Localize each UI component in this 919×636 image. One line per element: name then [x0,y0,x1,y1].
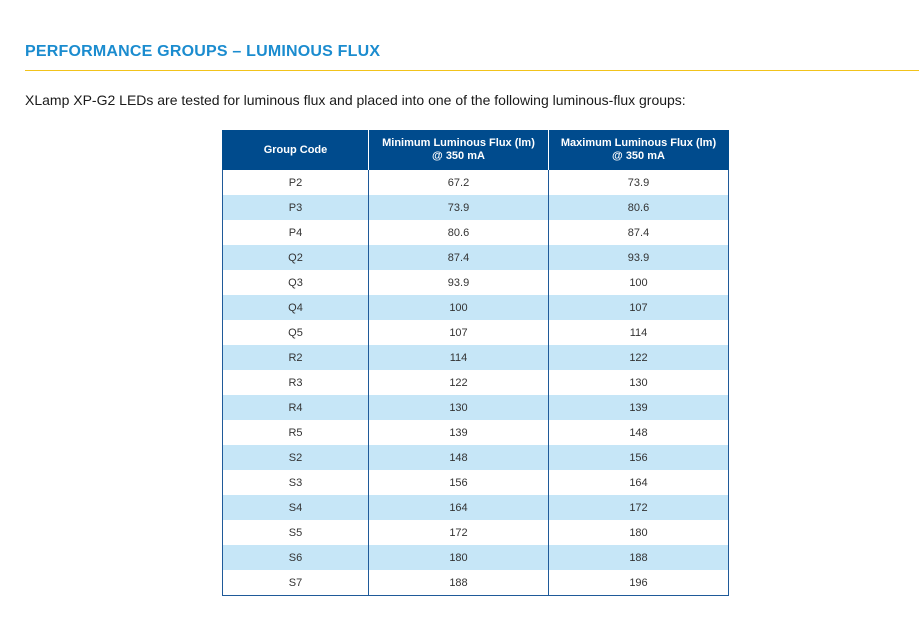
min-flux-cell: 172 [369,520,549,545]
min-flux-cell: 73.9 [369,195,549,220]
table-row [223,220,729,245]
min-flux-cell: 130 [369,395,549,420]
group-code-cell: Q2 [223,245,369,270]
max-flux-cell: 188 [549,545,729,570]
max-flux-cell: 139 [549,395,729,420]
table-row [223,370,729,395]
header-max-flux-line2: @ 350 mA [612,150,665,162]
header-max-flux-line1: Maximum Luminous Flux (lm) [560,137,717,149]
min-flux-cell: 188 [369,570,549,596]
title-underline [25,70,919,71]
max-flux-cell: 80.6 [549,195,729,220]
max-flux-cell: 100 [549,270,729,295]
group-code-cell: P3 [223,195,369,220]
table-row [223,520,729,545]
header-max-flux [549,130,729,170]
group-code-cell: S5 [223,520,369,545]
min-flux-cell: 107 [369,320,549,345]
intro-paragraph: XLamp XP-G2 LEDs are tested for luminous flux and placed into one of the following luminous-flux groups: [25,92,686,108]
table-row [223,495,729,520]
table-row [223,470,729,495]
table-body [223,170,729,596]
table-row [223,395,729,420]
table-row [223,420,729,445]
max-flux-cell: 156 [549,445,729,470]
table-row [223,345,729,370]
min-flux-cell: 180 [369,545,549,570]
min-flux-cell: 67.2 [369,170,549,195]
min-flux-cell: 156 [369,470,549,495]
group-code-cell: R3 [223,370,369,395]
table-header [223,130,729,170]
group-code-cell: P2 [223,170,369,195]
group-code-cell: S7 [223,570,369,596]
min-flux-cell: 164 [369,495,549,520]
table-row [223,545,729,570]
table-row [223,195,729,220]
max-flux-cell: 172 [549,495,729,520]
max-flux-cell: 87.4 [549,220,729,245]
section-title: PERFORMANCE GROUPS – LUMINOUS FLUX [25,43,381,60]
table-row [223,270,729,295]
luminous-flux-table [222,130,729,596]
min-flux-cell: 100 [369,295,549,320]
min-flux-cell: 114 [369,345,549,370]
min-flux-cell: 148 [369,445,549,470]
group-code-cell: Q3 [223,270,369,295]
header-min-flux-line1: Minimum Luminous Flux (lm) [382,137,535,149]
max-flux-cell: 164 [549,470,729,495]
group-code-cell: Q4 [223,295,369,320]
table-row [223,445,729,470]
group-code-cell: S3 [223,470,369,495]
group-code-cell: R5 [223,420,369,445]
group-code-cell: R2 [223,345,369,370]
min-flux-cell: 122 [369,370,549,395]
header-min-flux [369,130,549,170]
table-row [223,295,729,320]
group-code-cell: S6 [223,545,369,570]
table-row [223,570,729,596]
max-flux-cell: 130 [549,370,729,395]
group-code-cell: S2 [223,445,369,470]
group-code-cell: R4 [223,395,369,420]
min-flux-cell: 80.6 [369,220,549,245]
max-flux-cell: 114 [549,320,729,345]
group-code-cell: Q5 [223,320,369,345]
max-flux-cell: 73.9 [549,170,729,195]
max-flux-cell: 196 [549,570,729,596]
min-flux-cell: 93.9 [369,270,549,295]
group-code-cell: S4 [223,495,369,520]
max-flux-cell: 122 [549,345,729,370]
max-flux-cell: 107 [549,295,729,320]
min-flux-cell: 139 [369,420,549,445]
table-row [223,170,729,195]
table-row [223,320,729,345]
header-group-code: Group Code [223,130,369,170]
table-row [223,245,729,270]
header-min-flux-line2: @ 350 mA [432,150,485,162]
max-flux-cell: 148 [549,420,729,445]
header-row [223,130,729,170]
group-code-cell: P4 [223,220,369,245]
min-flux-cell: 87.4 [369,245,549,270]
max-flux-cell: 93.9 [549,245,729,270]
max-flux-cell: 180 [549,520,729,545]
